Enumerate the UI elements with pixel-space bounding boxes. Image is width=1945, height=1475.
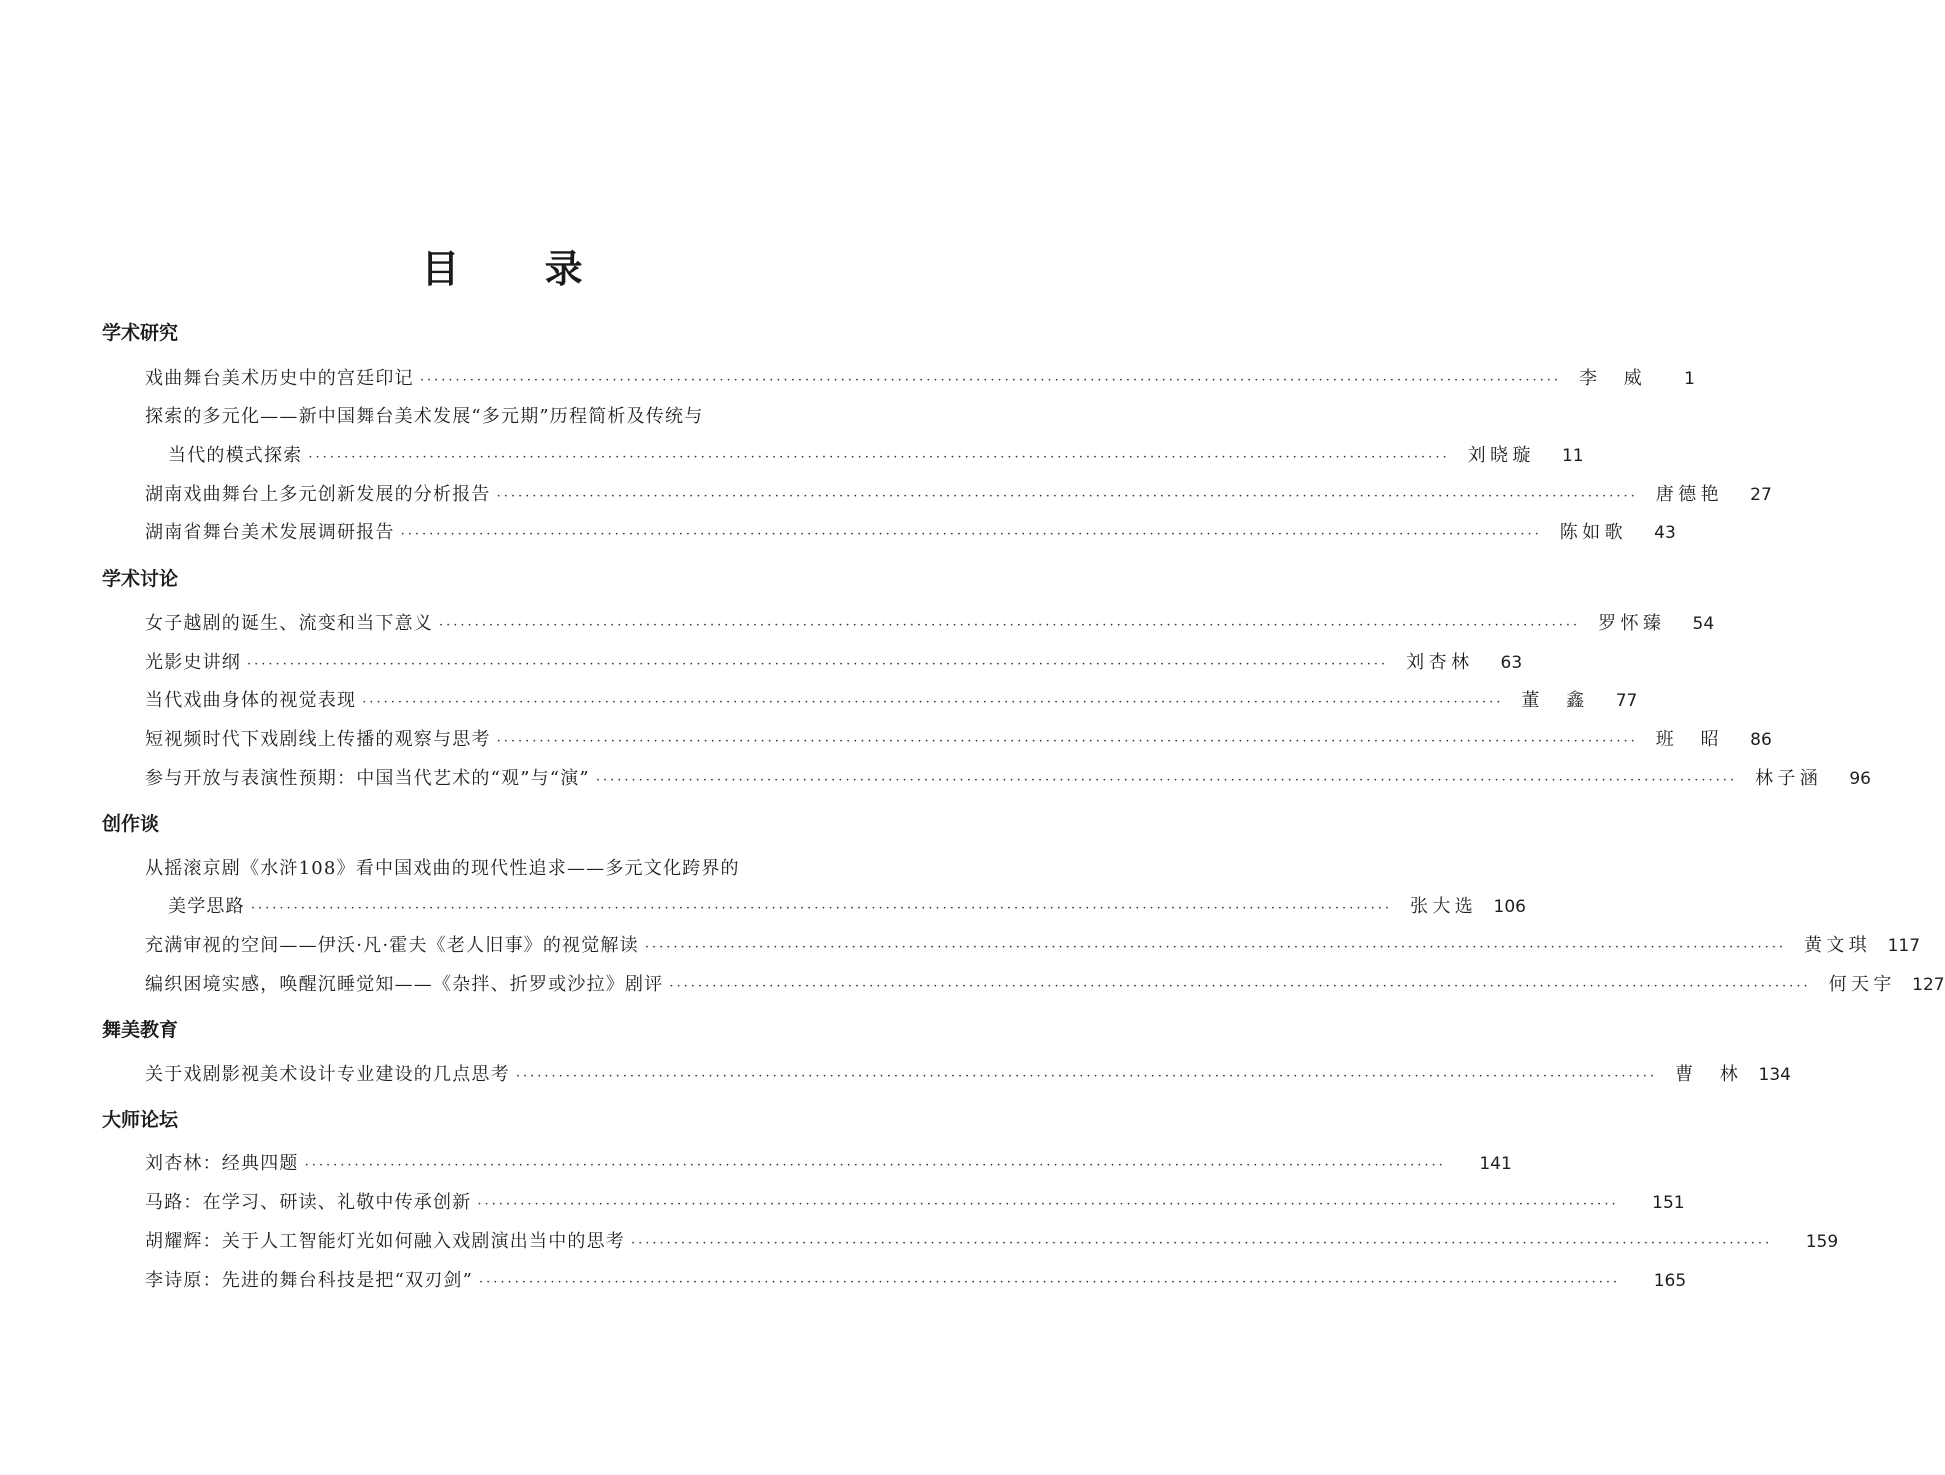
- entry-title: 当代的模式探索: [168, 445, 303, 466]
- section-heading: 大师论坛: [102, 1109, 179, 1131]
- toc-entry[interactable]: [145, 609, 1715, 635]
- entry-title: 参与开放与表演性预期：中国当代艺术的“观”与“演”: [145, 768, 590, 789]
- entry-page: 43: [1654, 523, 1676, 543]
- toc-entry[interactable]: [168, 892, 1526, 918]
- leader-dots: ································································································································································: [669, 979, 1811, 994]
- leader-dots: ································································································································································: [400, 527, 1542, 542]
- entry-author: 班 昭: [1655, 729, 1720, 750]
- entry-page: 27: [1750, 485, 1772, 505]
- section-heading: 舞美教育: [102, 1019, 179, 1041]
- entry-author: 刘晓璇: [1467, 445, 1532, 466]
- leader-dots: ································································································································································: [515, 1069, 1657, 1084]
- entry-page: 86: [1750, 730, 1772, 750]
- section-heading: 学术讨论: [102, 568, 179, 590]
- page-title: 目 录: [421, 247, 619, 291]
- entry-author: 董 鑫: [1521, 690, 1586, 711]
- leader-dots: ································································································································································: [631, 1236, 1773, 1251]
- toc-entry[interactable]: [145, 648, 1523, 674]
- toc-entry[interactable]: [145, 1188, 1685, 1214]
- entry-page: 134: [1758, 1065, 1791, 1085]
- toc-entry[interactable]: [145, 364, 1695, 390]
- entry-author: 林子涵: [1754, 768, 1819, 789]
- leader-dots: ································································································································································: [247, 657, 1389, 672]
- leader-dots: ································································································································································: [250, 901, 1392, 916]
- toc-entry[interactable]: [145, 1227, 1839, 1253]
- entry-title: 李诗原：先进的舞台科技是把“双刃剑”: [145, 1270, 474, 1291]
- entry-title: 编织困境实感，唤醒沉睡觉知——《杂拌、折罗或沙拉》剧评: [145, 974, 664, 995]
- entry-page: 63: [1500, 653, 1523, 673]
- entry-author: 黄文琪: [1804, 935, 1869, 956]
- entry-page: 96: [1849, 769, 1871, 789]
- entry-title: 短视频时代下戏剧线上传播的观察与思考: [145, 729, 491, 750]
- entry-title: 充满审视的空间——伊沃·凡·霍夫《老人旧事》的视觉解读: [145, 935, 639, 956]
- toc-entry[interactable]: [145, 725, 1772, 751]
- entry-title-line1: 探索的多元化——新中国舞台美术发展“多元期”历程简析及传统与: [145, 406, 704, 427]
- entry-page: 77: [1615, 691, 1638, 711]
- entry-page: 141: [1479, 1154, 1512, 1174]
- entry-author: 何天宇: [1828, 974, 1893, 995]
- entry-page: 117: [1887, 936, 1921, 956]
- toc-entry[interactable]: [145, 931, 1921, 957]
- entry-page: 1: [1684, 369, 1695, 389]
- entry-title: 湖南省舞台美术发展调研报告: [145, 522, 395, 543]
- entry-page: 11: [1561, 446, 1584, 466]
- toc-entry[interactable]: [145, 1149, 1512, 1175]
- entry-author: 张大选: [1409, 896, 1474, 917]
- leader-dots: ································································································································································: [644, 940, 1787, 955]
- toc-entry[interactable]: [145, 970, 1945, 996]
- entry-title: 刘杏林：经典四题: [145, 1153, 299, 1174]
- leader-dots: ································································································································································: [496, 734, 1638, 749]
- entry-author: 刘杏林: [1406, 652, 1471, 673]
- entry-title: 戏曲舞台美术历史中的宫廷印记: [145, 368, 414, 389]
- entry-title: 马路：在学习、研读、礼敬中传承创新: [145, 1192, 472, 1213]
- leader-dots: ································································································································································: [477, 1197, 1619, 1212]
- entry-page: 127: [1912, 975, 1945, 995]
- toc-entry[interactable]: [145, 764, 1871, 790]
- entry-page: 106: [1493, 897, 1526, 917]
- leader-dots: ································································································································································: [308, 450, 1450, 465]
- entry-page: 151: [1652, 1193, 1685, 1213]
- section-heading: 创作谈: [102, 813, 160, 835]
- entry-title: 胡耀辉：关于人工智能灯光如何融入戏剧演出当中的思考: [145, 1231, 625, 1252]
- leader-dots: ································································································································································: [496, 489, 1638, 504]
- toc-entry[interactable]: [145, 1060, 1791, 1086]
- leader-dots: ································································································································································: [439, 618, 1581, 633]
- entry-title: 女子越剧的诞生、流变和当下意义: [145, 613, 433, 634]
- toc-entry[interactable]: [145, 480, 1772, 506]
- entry-author: 唐德艳: [1655, 484, 1720, 505]
- entry-author: 曹 林: [1674, 1064, 1739, 1085]
- entry-author: 李 威: [1578, 368, 1643, 389]
- leader-dots: ································································································································································: [419, 373, 1561, 388]
- entry-title: 湖南戏曲舞台上多元创新发展的分析报告: [145, 484, 491, 505]
- entry-title: 关于戏剧影视美术设计专业建设的几点思考: [145, 1064, 510, 1085]
- leader-dots: ································································································································································: [595, 773, 1737, 788]
- entry-title: 当代戏曲身体的视觉表现: [145, 690, 357, 711]
- entry-page: 165: [1653, 1271, 1687, 1291]
- entry-page: 54: [1692, 614, 1715, 634]
- toc-entry[interactable]: [145, 686, 1638, 712]
- toc-entry[interactable]: [145, 1266, 1687, 1292]
- entry-title-line1: 从摇滚京剧《水浒108》看中国戏曲的现代性追求——多元文化跨界的: [145, 858, 740, 879]
- toc-entry[interactable]: [145, 518, 1676, 544]
- entry-author: 陈如歌: [1559, 522, 1624, 543]
- section-heading: 学术研究: [102, 322, 179, 344]
- entry-author: 罗怀臻: [1598, 613, 1663, 634]
- entry-title: 美学思路: [168, 896, 245, 917]
- toc-entry[interactable]: [168, 441, 1584, 467]
- entry-page: 159: [1805, 1232, 1839, 1252]
- entry-title: 光影史讲纲: [145, 652, 241, 673]
- leader-dots: ································································································································································: [362, 695, 1504, 710]
- leader-dots: ································································································································································: [479, 1275, 1621, 1290]
- leader-dots: ································································································································································: [304, 1158, 1446, 1173]
